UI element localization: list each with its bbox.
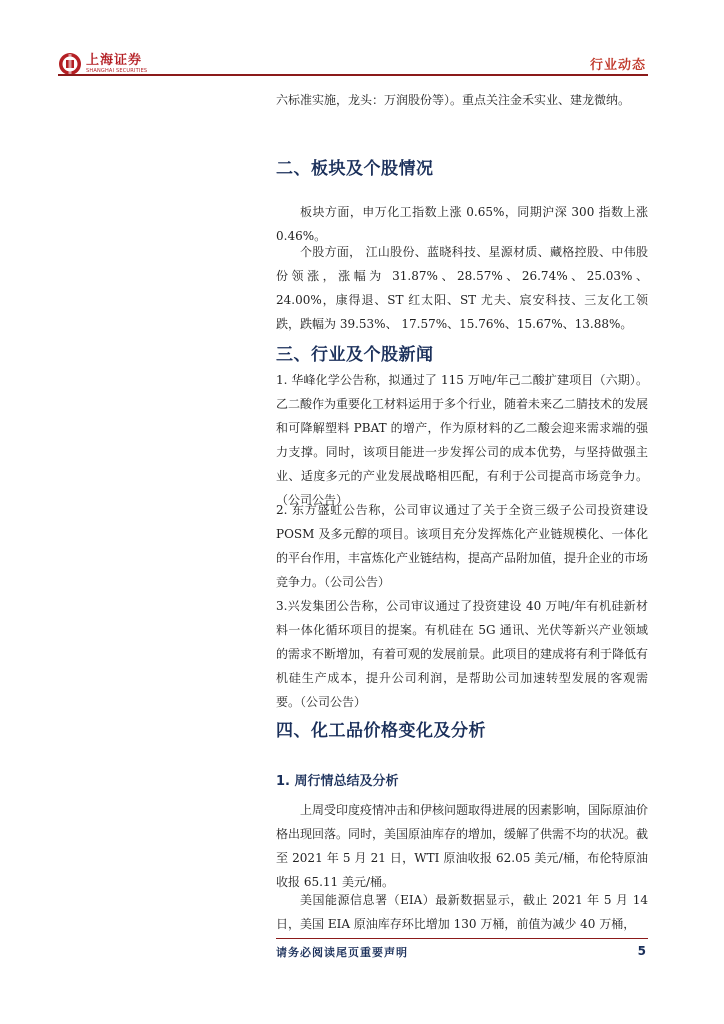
header-divider: [58, 74, 648, 76]
news-item-3: 3.兴发集团公告称，公司审议通过了投资建设 40 万吨/年有机硅新材料一体化循环项目的提案。有机硅在 5G 通讯、光伏等新兴产业领域的需求不断增加，有着可观的发展前景。此项目的建成将有利于降低有机硅生产成本，提升公司利润，是帮助公司加速转型发展的客观需要。（公司公告）: [276, 599, 649, 709]
footer-divider: [276, 938, 648, 939]
subsection-weekly-summary-heading: 1. 周行情总结及分析: [276, 774, 399, 789]
section-3-heading: 三、行业及个股新闻: [276, 345, 434, 365]
intro-continued-text: 六标准实施，龙头：万润股份等）。重点关注金禾实业、建龙微纳。: [276, 93, 631, 107]
section-2-stocks-paragraph: 个股方面， 江山股份、蓝晓科技、星源材质、藏格控股、中伟股份领涨，涨幅为 31.87%、28.57%、26.74%、25.03%、24.00%，康得退、ST 红太阳、ST 尤夫、宸安科技、三友化工领跌，跌幅为 39.53%、 17.57%、15.76%、15.67%、13.88%。: [276, 245, 648, 331]
logo-emblem-icon: [58, 52, 82, 76]
section-4-paragraph-1: 上周受印度疫情冲击和伊核问题取得进展的因素影响，国际原油价格出现回落。同时，美国原油库存的增加，缓解了供需不均的状况。截至 2021 年 5 月 21 日，WTI 原油收报 62.05 美元/桶，布伦特原油收报 65.11 美元/桶。: [276, 803, 649, 889]
report-type-title: 行业动态: [589, 58, 646, 73]
news-item-1: 1. 华峰化学公告称，拟通过了 115 万吨/年己二酸扩建项目（六期）。乙二酸作为重要化工材料运用于多个行业，随着未来乙二腈技术的发展和可降解塑料 PBAT 的增产，作为原材料的乙二酸会迎来需求端的强力支撑。同时，该项目能进一步发挥公司的成本优势，与坚持做强主业、适度多元的产业发展战略相匹配，有利于公司提高市场竞争力。（公司公告）: [276, 373, 649, 507]
logo-name-en: SHANGHAI SECURITIES: [86, 68, 148, 74]
footer-disclaimer: 请务必阅读尾页重要声明: [276, 946, 408, 959]
page-header: [58, 48, 648, 84]
section-4-paragraph-2: 美国能源信息署（EIA）最新数据显示，截止 2021 年 5 月 14 日，美国 EIA 原油库存环比增加 130 万桶，前值为减少 40 万桶，: [276, 893, 648, 931]
section-4-heading: 四、化工品价格变化及分析: [276, 721, 486, 741]
page-number: 5: [637, 944, 646, 958]
company-logo: [58, 52, 147, 76]
section-2-heading: 二、板块及个股情况: [276, 159, 434, 179]
news-item-2: 2. 东方盛虹公告称，公司审议通过了关于全资三级子公司投资建设 POSM 及多元醇的项目。该项目充分发挥炼化产业链规模化、一体化的平台作用，丰富炼化产业链结构，提高产品附加值，提升企业的市场竞争力。（公司公告）: [276, 503, 649, 589]
logo-name-cn: 上海证券: [86, 53, 143, 68]
section-2-sector-paragraph: 板块方面，申万化工指数上涨 0.65%，同期沪深 300 指数上涨 0.46%。: [276, 205, 648, 243]
